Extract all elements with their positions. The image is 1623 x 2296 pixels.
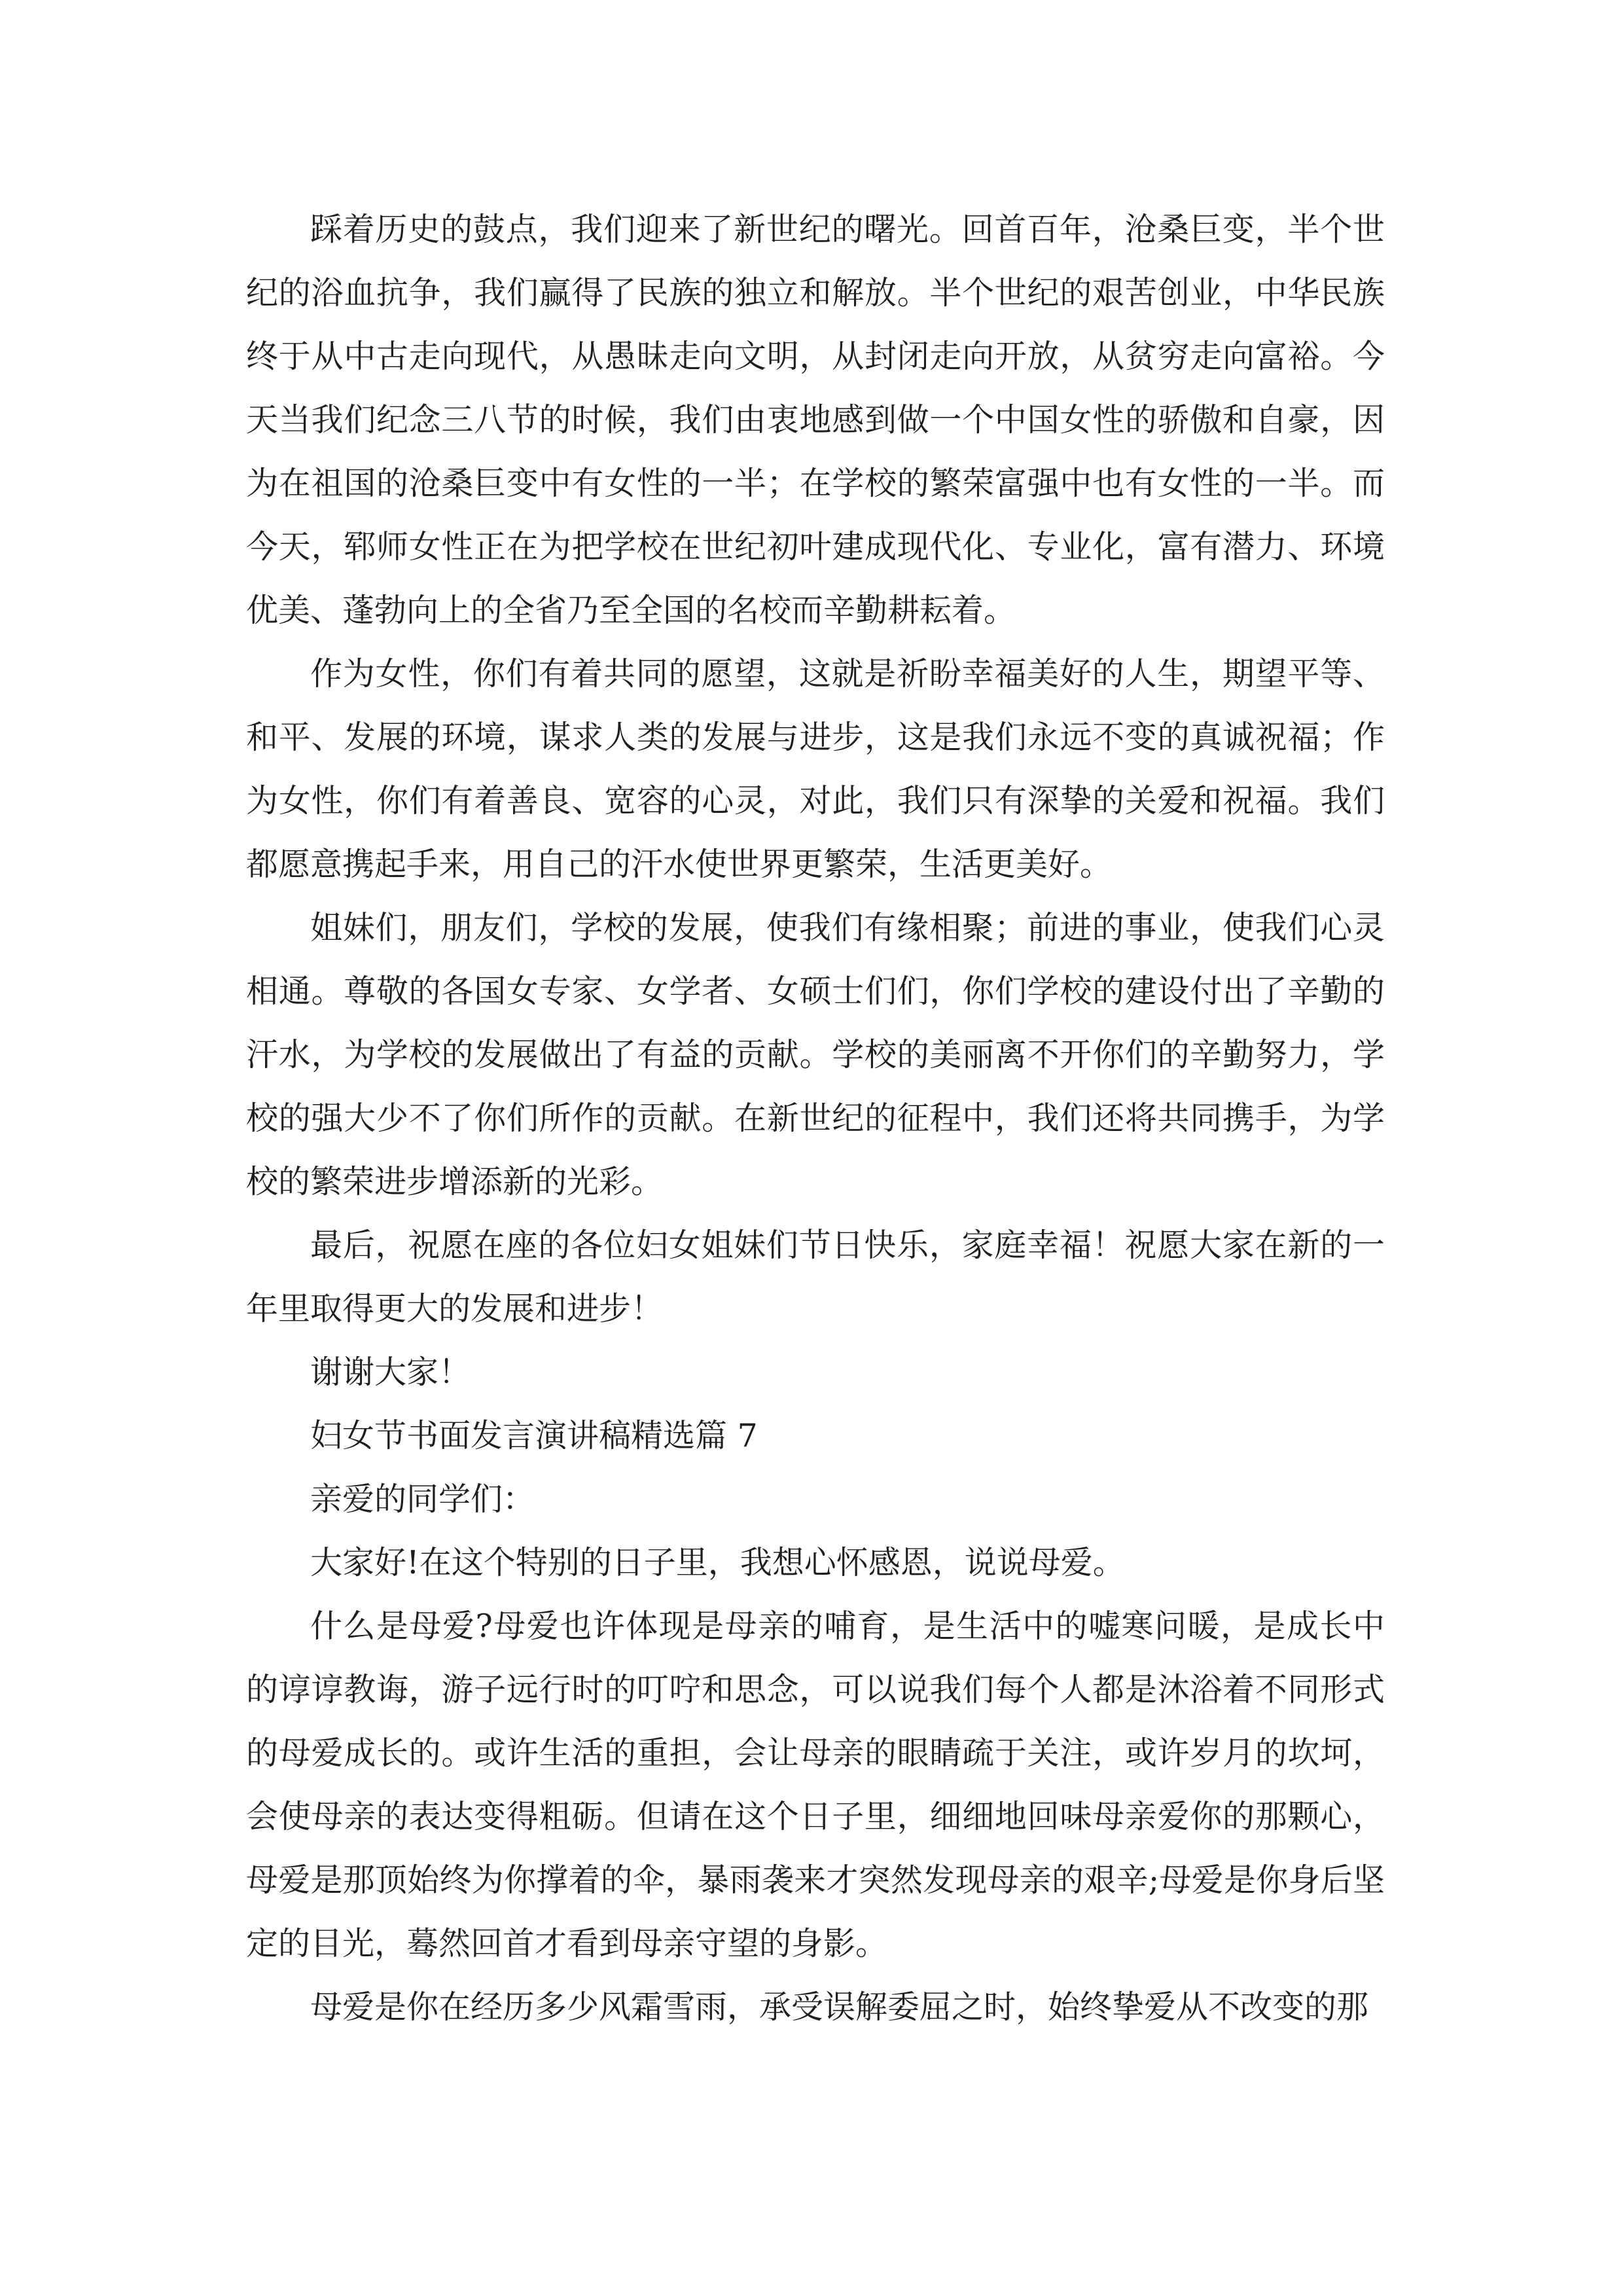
paragraph-thanks: 谢谢大家！	[310, 1354, 471, 1391]
paragraph-maternal-love-continues: 母爱是你在经历多少风霜雪雨，承受误解委屈之时，始终挚爱从不改变的那	[310, 1988, 1369, 2026]
document-body	[246, 198, 1385, 2039]
section-heading: 妇女节书面发言演讲稿精选篇 7	[310, 1417, 758, 1454]
salutation: 亲爱的同学们：	[310, 1480, 535, 1518]
paragraph-as-women: 作为女性，你们有着共同的愿望，这就是祈盼幸福美好的人生，期望平等、和平、发展的环境，谋求人类的发展与进步，这是我们永远不变的真诚祝福；作为女性，你们有着善良、宽容的心灵，对此，我们只有深挚的关爱和祝福。我们都愿意携起手来，用自己的汗水使世界更繁荣，生活更美好。	[246, 655, 1385, 883]
paragraph-sisters-friends: 姐妹们，朋友们，学校的发展，使我们有缘相聚；前进的事业，使我们心灵相通。尊敬的各国女专家、女学者、女硕士们们，你们学校的建设付出了辛勤的汗水，为学校的发展做出了有益的贡献。学校的美丽离不开你们的辛勤努力，学校的强大少不了你们所作的贡献。在新世纪的征程中，我们还将共同携手，为学校的繁荣进步增添新的光彩。	[246, 909, 1385, 1200]
paragraph-history-drumbeat: 踩着历史的鼓点，我们迎来了新世纪的曙光。回首百年，沧桑巨变，半个世纪的浴血抗争，我们赢得了民族的独立和解放。半个世纪的艰苦创业，中华民族终于从中古走向现代，从愚昧走向文明，从封闭走向开放，从贫穷走向富裕。今天当我们纪念三八节的时候，我们由衷地感到做一个中国女性的骄傲和自豪，因为在祖国的沧桑巨变中有女性的一半；在学校的繁荣富强中也有女性的一半。而今天，郓师女性正在为把学校在世纪初叶建成现代化、专业化，富有潜力、环境优美、蓬勃向上的全省乃至全国的名校而辛勤耕耘着。	[246, 211, 1385, 629]
paragraph-greeting: 大家好!在这个特别的日子里，我想心怀感恩，说说母爱。	[310, 1544, 1125, 1581]
paragraph-what-is-maternal-love: 什么是母爱?母爱也许体现是母亲的哺育，是生活中的嘘寒问暖，是成长中的谆谆教诲，游子远行时的叮咛和思念，可以说我们每个人都是沐浴着不同形式的母爱成长的。或许生活的重担，会让母亲的眼睛疏于关注，或许岁月的坎坷，会使母亲的表达变得粗砺。但请在这个日子里，细细地回味母亲爱你的那颗心，母爱是那顶始终为你撑着的伞，暴雨袭来才突然发现母亲的艰辛;母爱是你身后坚定的目光，蓦然回首才看到母亲守望的身影。	[246, 1607, 1385, 1962]
paragraph-closing-wishes: 最后，祝愿在座的各位妇女姐妹们节日快乐，家庭幸福！祝愿大家在新的一年里取得更大的发展和进步！	[246, 1227, 1385, 1327]
